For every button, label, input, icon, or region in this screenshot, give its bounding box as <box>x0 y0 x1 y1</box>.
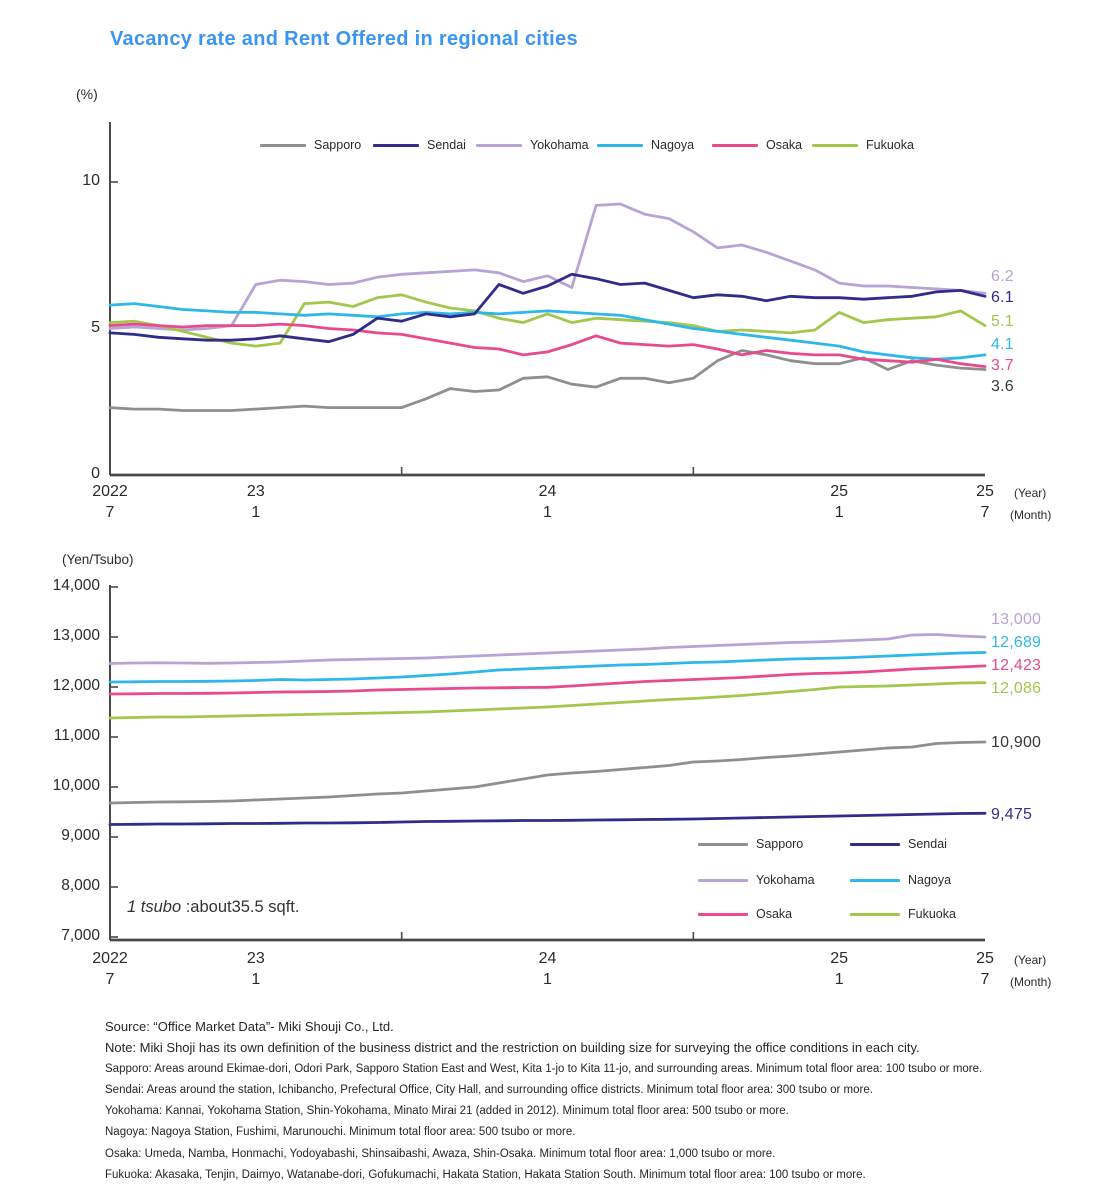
legend-label: Fukuoka <box>866 138 914 152</box>
legend-item-osaka <box>698 907 792 921</box>
bottom-chart-unit-label: (Yen/Tsubo) <box>62 552 134 567</box>
legend-label: Osaka <box>756 907 793 921</box>
y-tick-label: 5 <box>91 318 100 336</box>
y-tick-label: 10,000 <box>52 777 100 794</box>
end-label-fukuoka: 12,086 <box>991 680 1042 697</box>
footnote-line: Sapporo: Areas around Ekimae-dori, Odori Park, Sapporo Station East and West, Kita 1-jo to Kita 11-jo, and surrounding areas. Minimum total floor area: 100 tsubo or more. <box>105 1062 983 1075</box>
footnote-line: Fukuoka: Akasaka, Tenjin, Daimyo, Watanabe-dori, Gofukumachi, Hakata Station, Hakata Station South. Minimum total floor area: 100 tsubo or more. <box>105 1169 866 1182</box>
tsubo-annotation-text: :about35.5 sqft. <box>181 898 300 916</box>
legend-label: Nagoya <box>651 138 695 152</box>
legend-label: Osaka <box>766 138 803 152</box>
bottom-chart-series-line-nagoya <box>110 653 985 683</box>
footnote-line: Yokohama: Kannai, Yokohama Station, Shin-Yokohama, Minato Mirai 21 (added in 2012). Minimum total floor area: 500 tsubo or more. <box>105 1105 789 1118</box>
end-label-nagoya: 4.1 <box>991 336 1014 353</box>
x-tick-year: 25 <box>830 483 849 500</box>
legend-label: Fukuoka <box>908 907 956 921</box>
x-tick-month: 7 <box>980 504 990 521</box>
x-tick-year: 25 <box>976 950 994 967</box>
y-tick-label: 0 <box>91 465 100 482</box>
legend-item-fukuoka <box>850 907 956 921</box>
top-chart-unit-label: (%) <box>76 86 98 102</box>
end-label-fukuoka: 5.1 <box>991 313 1014 330</box>
legend-item-yokohama <box>476 138 589 152</box>
legend-item-sapporo <box>260 138 361 152</box>
x-tick-month: 7 <box>980 971 990 988</box>
end-label-osaka: 12,423 <box>991 657 1042 674</box>
top-chart-series-line-sapporo <box>110 351 985 411</box>
legend-item-sendai <box>373 138 466 152</box>
legend-swatch-fukuoka <box>850 913 900 916</box>
legend-swatch-yokohama <box>698 879 748 882</box>
x-tick-month: 1 <box>543 971 552 988</box>
legend-label: Yokohama <box>530 138 589 152</box>
end-label-sendai: 9,475 <box>991 806 1033 823</box>
x-tick-month: 7 <box>105 971 115 988</box>
footnote-line: Nagoya: Nagoya Station, Fushimi, Marunouchi. Minimum total floor area: 500 tsubo or more. <box>105 1126 576 1139</box>
end-label-sapporo: 10,900 <box>991 734 1042 751</box>
legend-swatch-sendai <box>373 144 419 147</box>
legend-swatch-yokohama <box>476 144 522 147</box>
legend-label: Sapporo <box>756 837 804 851</box>
end-label-yokohama: 13,000 <box>991 611 1042 628</box>
legend-item-nagoya <box>597 138 694 152</box>
legend-swatch-osaka <box>712 144 758 147</box>
x-tick-year: 2022 <box>92 483 128 500</box>
x-tick-month: 1 <box>543 504 552 521</box>
legend-swatch-fukuoka <box>812 144 858 147</box>
x-tick-year: 25 <box>830 950 849 967</box>
end-label-sendai: 6.1 <box>991 289 1014 306</box>
legend-item-fukuoka <box>812 138 914 152</box>
footnote-line: Sendai: Areas around the station, Ichibancho, Prefectural Office, City Hall, and surrounding office districts. Minimum total floor area: 300 tsubo or more. <box>105 1083 873 1096</box>
x-tick-month: 7 <box>105 504 115 521</box>
y-tick-label: 11,000 <box>53 727 100 744</box>
footnote-line: Note: Miki Shoji has its own definition of the business district and the restriction on building size for surveying the office conditions in each city. <box>105 1040 920 1056</box>
axis-unit-month: (Month) <box>1010 508 1052 522</box>
tsubo-annotation-italic: 1 tsubo <box>127 898 182 916</box>
footnote-line: Source: “Office Market Data”- Miki Shouji Co., Ltd. <box>105 1019 394 1034</box>
x-tick-year: 23 <box>246 483 265 500</box>
end-label-osaka: 3.7 <box>991 357 1014 374</box>
x-tick-year: 23 <box>246 950 265 967</box>
legend-swatch-osaka <box>698 913 748 916</box>
axis-unit-month: (Month) <box>1010 975 1052 989</box>
tsubo-annotation <box>127 898 299 917</box>
y-tick-label: 10 <box>82 172 100 189</box>
footnote-line: Osaka: Umeda, Namba, Honmachi, Yodoyabashi, Shinsaibashi, Awaza, Shin-Osaka. Minimum total floor area: 1,000 tsubo or more. <box>105 1147 776 1160</box>
legend-swatch-sapporo <box>260 144 306 147</box>
x-tick-year: 24 <box>538 483 557 500</box>
x-tick-year: 2022 <box>92 950 128 967</box>
legend-label: Sendai <box>908 837 947 851</box>
x-tick-month: 1 <box>834 971 844 988</box>
x-tick-month: 1 <box>834 504 844 521</box>
legend-item-sapporo <box>698 837 803 851</box>
y-tick-label: 13,000 <box>52 627 100 644</box>
y-tick-label: 9,000 <box>61 827 100 844</box>
axis-unit-year: (Year) <box>1014 486 1047 500</box>
axis-unit-year: (Year) <box>1014 953 1047 967</box>
legend-item-sendai <box>850 837 947 851</box>
end-label-sapporo: 3.6 <box>991 378 1014 395</box>
y-tick-label: 12,000 <box>52 677 100 694</box>
legend-swatch-sendai <box>850 843 900 846</box>
legend-swatch-nagoya <box>597 144 643 147</box>
legend-label: Sapporo <box>314 138 362 152</box>
legend-item-yokohama <box>698 873 815 887</box>
x-tick-month: 1 <box>251 971 261 988</box>
y-tick-label: 8,000 <box>61 877 100 894</box>
bottom-chart-series-line-sapporo <box>110 742 985 803</box>
legend-label: Nagoya <box>908 873 952 887</box>
x-tick-year: 25 <box>976 483 994 500</box>
end-label-yokohama: 6.2 <box>991 268 1014 285</box>
page-title: Vacancy rate and Rent Offered in regional cities <box>110 28 578 50</box>
legend-item-osaka <box>712 138 802 152</box>
bottom-chart-series-line-yokohama <box>110 635 985 664</box>
x-tick-month: 1 <box>251 504 261 521</box>
footnotes <box>105 1016 1065 1186</box>
y-tick-label: 7,000 <box>61 927 100 944</box>
legend-swatch-sapporo <box>698 843 748 846</box>
legend-item-nagoya <box>850 873 951 887</box>
y-tick-label: 14,000 <box>52 577 100 594</box>
end-label-nagoya: 12,689 <box>991 634 1042 651</box>
legend-label: Yokohama <box>756 873 815 887</box>
bottom-chart-series-line-sendai <box>110 813 985 824</box>
legend-label: Sendai <box>427 138 466 152</box>
legend-swatch-nagoya <box>850 879 900 882</box>
x-tick-year: 24 <box>538 950 557 967</box>
